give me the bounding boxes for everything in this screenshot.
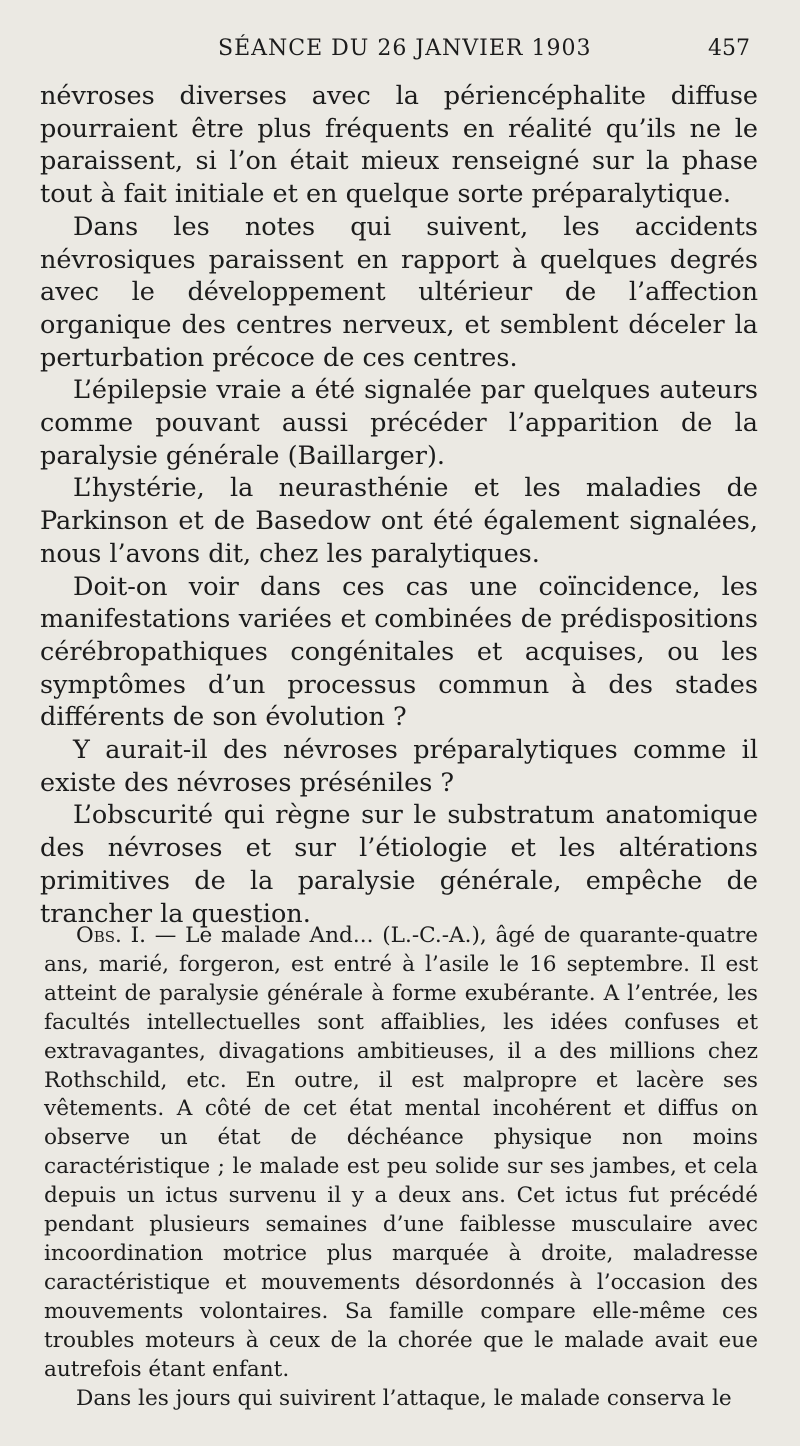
running-title: SÉANCE DU 26 JANVIER 1903 <box>218 36 592 61</box>
paragraph-4: L’hystérie, la neurasthénie et les maladies de Parkinson et de Basedow ont été également signalées, nous l’avons dit, chez les paralytiques. <box>40 473 758 569</box>
observation-text: — Le malade And... (L.-C.-A.), âgé de quarante-quatre ans, marié, forgeron, est entré à l’asile le 16 septembre. Il est atteint de paralysie générale à forme exubérante. A l’entrée, les facultés intellectuelles sont affaiblies, les idées confuses et extravagantes, divagations ambitieuses, il a des millions chez Rothschild, etc. En outre, il est malpropre et lacère ses vêtements. A côté de cet état mental incohérent et diffus on observe un état de déchéance physique non moins caractéristique ; le malade est peu solide sur ses jambes, et cela depuis un ictus survenu il y a deux ans. Cet ictus fut précédé pendant plusieurs semaines d’une faiblesse musculaire avec incoordination motrice plus marquée à droite, maladresse caractéristique et mouvements désordonnés à l’occasion des mouvements volontaires. Sa famille compare elle-même ces troubles moteurs à ceux de la chorée que le malade avait eue autrefois étant enfant. <box>44 923 759 1382</box>
observation-label: Obs. I. <box>76 923 147 948</box>
observation-continuation: Dans les jours qui suivirent l’attaque, le malade conserva le <box>76 1385 732 1411</box>
paragraph-5: Doit-on voir dans ces cas une coïncidence, les manifestations variées et combinées de prédispositions cérébropathiques congénitales et acquises, ou les symptômes d’un processus commun à des stades différents de son évolution ? <box>40 571 758 733</box>
page-header <box>0 32 800 72</box>
page-number: 457 <box>708 36 750 61</box>
paragraph-7: L’obscurité qui règne sur le substratum anatomique des névroses et sur l’étiologie et les altérations primitives de la paralysie générale, empêche de trancher la question. <box>40 800 758 929</box>
main-text <box>40 80 758 930</box>
paragraph-3: L’épilepsie vraie a été signalée par quelques auteurs comme pouvant aussi précéder l’apparition de la paralysie générale (Baillarger). <box>40 375 758 471</box>
observation-paragraph <box>44 922 758 1385</box>
paragraph-2: Dans les notes qui suivent, les accidents névrosiques paraissent en rapport à quelques degrés avec le développement ultérieur de l’affection organique des centres nerveux, et semblent déceler la perturbation précoce de ces centres. <box>40 211 758 373</box>
paragraph-6: Y aurait-il des névroses préparalytiques comme il existe des névroses préséniles ? <box>40 735 758 798</box>
observation-block <box>44 922 758 1413</box>
paragraph-1: névroses diverses avec la périencéphalite diffuse pourraient être plus fréquents en réalité qu’ils ne le paraissent, si l’on était mieux renseigné sur la phase tout à fait initiale et en quelque sorte préparalytique. <box>40 81 758 210</box>
